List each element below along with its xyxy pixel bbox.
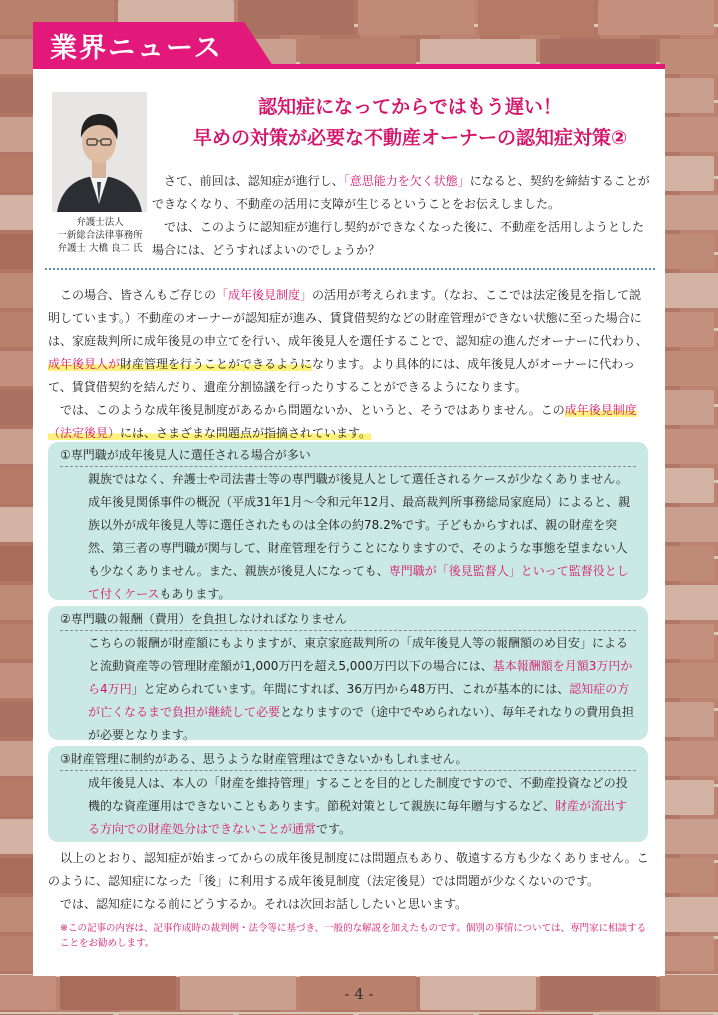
body2-highlight: には、さまざまな問題点が指摘されています。 bbox=[120, 426, 372, 440]
brick bbox=[598, 0, 714, 35]
body-paragraph-2 bbox=[48, 399, 652, 445]
intro-paragraph-1 bbox=[152, 170, 652, 216]
point-box-1 bbox=[48, 442, 648, 600]
point-1-text-a: 親族ではなく、弁護士や司法書士等の専門職が後見人として選任されるケースが少なくありません。成年後見関係事件の概況（平成31年1月〜令和元年12月、最高裁判所事務総局家庭局）によると、親族以外が成年後見人等に選任されたものは全体の約78.2%です。子どもからすれば、親の財産を突然、第三者の専門職が関与して、財産管理を行うことになりますので、そのような事態を望まない人も少なくありません。また、親族が後見人になっても、 bbox=[88, 472, 631, 578]
closing-paragraph-1: 以上のとおり、認知症が始まってからの成年後見制度には問題点もあり、敬遠する方も少なくありません。このように、認知症になった「後」に利用する成年後見制度（法定後見）では問題が少なくないのです。 bbox=[48, 851, 649, 888]
author-firm-type: 弁護士法人 bbox=[76, 217, 124, 228]
point-3-text-a: 成年後見人は、本人の「財産を維持管理」することを目的とした制度ですので、不動産投資などの投機的な資産運用はできないこともあります。節税対策として親族に毎年贈与するなど、 bbox=[88, 776, 628, 813]
intro-paragraph-2: では、このように認知症が進行し契約ができなくなった後に、不動産を活用しようとした場合には、どうすればよいのでしょうか？ bbox=[152, 220, 645, 257]
point-3-text-b: です。 bbox=[316, 822, 352, 836]
brick bbox=[660, 663, 718, 698]
point-2-rule bbox=[60, 630, 636, 631]
point-1-text-b: もあります。 bbox=[159, 587, 231, 601]
point-2-text-b: 」と定められています。年間にすれば、36万円から48万円、これが基本的には、 bbox=[131, 682, 570, 696]
closing-paragraph-2: では、認知症になる前にどうするか。それは次回お話ししたいと思います。 bbox=[48, 897, 468, 911]
brick bbox=[238, 0, 354, 35]
body1-text-b: の活用が考えられます。（なお、ここでは法定後見を指して説明しています。）不動産のオーナーが認知症が進み、賃貸借契約などの財産管理ができない状態に至った場合には、家庭裁判所に成年後見の申立てを行い、成年後見人を選任することで、認知症の進んだオーナーに代わり、 bbox=[48, 288, 648, 348]
body1-highlight-red: 成年後見人が bbox=[48, 357, 121, 371]
body1-highlight: 財産管理を行うことができるように bbox=[120, 357, 313, 371]
article-title-line1: 認知症になってからではもう遅い！ bbox=[258, 96, 562, 118]
brick bbox=[660, 741, 718, 776]
body-paragraph-1 bbox=[48, 284, 652, 399]
section-title: 業界ニュース bbox=[50, 33, 223, 64]
brick bbox=[660, 819, 718, 854]
point-2-heading: ②専門職の報酬（費用）を負担しなければなりません bbox=[60, 612, 347, 626]
brick bbox=[660, 897, 718, 932]
point-2-text-c: となりますので（途中でやめられない）、毎年それなりの費用負担が必要となります。 bbox=[88, 705, 635, 742]
body2-emphasis: 成年後見制度（法定後見） bbox=[48, 403, 637, 440]
point-2-text-a: こちらの報酬が財産額にもよりますが、東京家庭裁判所の「成年後見人等の報酬額のめ目安」によると流動資産等の管理財産額が1,000万円を超え5,000万円以下の場合には、 bbox=[88, 636, 629, 673]
body1-text-c: なります。より具体的には、成年後見人がオーナーに代わって、賃貸借契約を結んだり、遺産分割協議を行ったりすることができるようになります。 bbox=[48, 357, 635, 394]
point-2-emphasis: 基本報酬額を月額3万円から4万円 bbox=[88, 659, 633, 696]
brick bbox=[478, 0, 594, 35]
intro-text-a: さて、前回は、認知症が進行し、 bbox=[152, 174, 344, 188]
point-box-2 bbox=[48, 606, 648, 740]
author-firm-name: 一新総合法律事務所 bbox=[57, 230, 143, 241]
closing-text bbox=[48, 847, 652, 916]
point-1-heading: ①専門職が成年後見人に選任される場合が多い bbox=[60, 448, 311, 462]
author-name: 弁護士 大橋 良二 氏 bbox=[57, 243, 143, 254]
article-title-line2: 早めの対策が必要な不動産オーナーの認知症対策② bbox=[192, 127, 628, 149]
intro-text bbox=[152, 170, 652, 262]
author-photo bbox=[52, 92, 147, 212]
brick bbox=[660, 507, 718, 542]
brick bbox=[358, 0, 474, 35]
disclaimer-note: ※この記事の内容は、記事作成時の裁判例・法令等に基づき、一般的な解説を加えたものです。個別の事情については、専門家に相談することをお勧めします。 bbox=[60, 923, 647, 949]
point-2-text bbox=[88, 632, 636, 747]
body1-emphasis: 「成年後見制度」 bbox=[216, 288, 313, 302]
dotted-divider bbox=[45, 268, 655, 270]
point-1-emphasis: 専門職が「後見監督人」といって監督役として付くケース bbox=[88, 564, 629, 601]
point-2-emphasis-2: 認知症の方が亡くなるまで負担が継続して必要 bbox=[88, 682, 630, 719]
person-portrait-icon bbox=[52, 92, 147, 212]
point-3-rule bbox=[60, 770, 636, 771]
intro-emphasis: 「意思能力を欠く状態」 bbox=[343, 174, 470, 188]
point-1-rule bbox=[60, 466, 636, 467]
page-number: - 4 - bbox=[344, 985, 374, 1003]
point-1-text bbox=[88, 468, 636, 606]
brick bbox=[660, 429, 718, 464]
brick bbox=[660, 351, 718, 386]
brick bbox=[660, 195, 718, 230]
point-box-3 bbox=[48, 746, 648, 842]
brick bbox=[660, 273, 718, 308]
brick bbox=[660, 117, 718, 152]
brick bbox=[660, 585, 718, 620]
point-3-emphasis: 財産が流出する方向での財産処分はできないことが通常 bbox=[88, 799, 628, 836]
body1-text-a: この場合、皆さんもご存じの bbox=[48, 288, 217, 302]
intro-text-b: になると、契約を締結することができなくなり、不動産の活用に支障が生じるということをお伝えしました。 bbox=[152, 174, 650, 211]
point-3-text bbox=[88, 772, 636, 841]
body2-text-a: では、このような成年後見制度があるから問題ないか、というと、そうではありません。この bbox=[48, 403, 565, 417]
brick bbox=[660, 39, 718, 74]
author-caption bbox=[40, 216, 160, 255]
point-3-heading: ③財産管理に制約がある、思うような財産管理はできないかもしれません。 bbox=[60, 752, 468, 766]
article-title bbox=[160, 92, 660, 154]
